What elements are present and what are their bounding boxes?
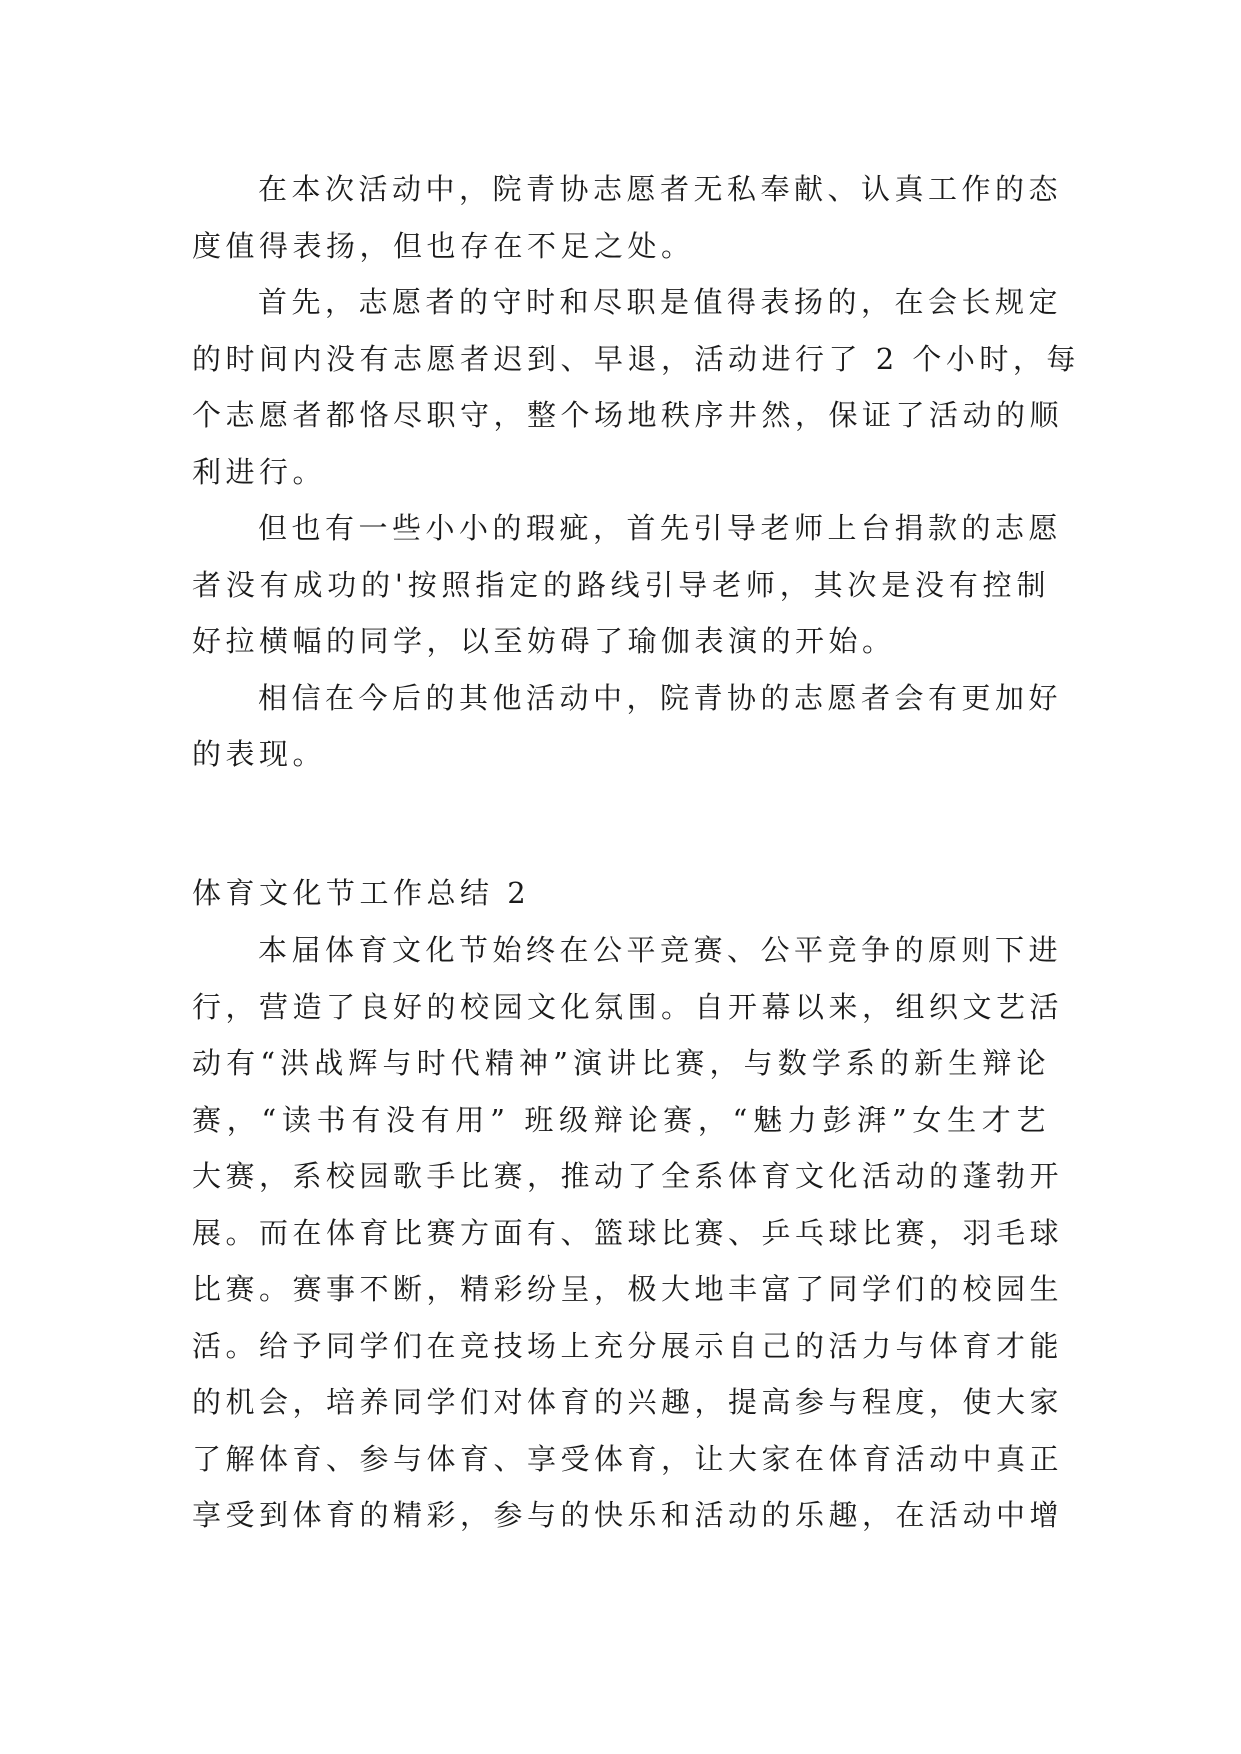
paragraph-line: 大赛，系校园歌手比赛，推动了全系体育文化活动的蓬勃开 bbox=[192, 1159, 1064, 1193]
paragraph-line: 利进行。 bbox=[192, 454, 327, 489]
paragraph-line: 好拉横幅的同学，以至妨碍了瑜伽表演的开始。 bbox=[192, 624, 896, 658]
paragraph-line: 在本次活动中，院青协志愿者无私奉献、认真工作的态 bbox=[258, 172, 1063, 206]
paragraph-line: 动有“洪战辉与时代精神”演讲比赛，与数学系的新生辩论 bbox=[192, 1046, 1050, 1080]
paragraph-line: 比赛。赛事不断，精彩纷呈，极大地丰富了同学们的校园生 bbox=[192, 1272, 1064, 1306]
paragraph-line: 了解体育、参与体育、享受体育，让大家在体育活动中真正 bbox=[192, 1441, 1064, 1476]
paragraph-line: 但也有一些小小的瑕疵，首先引导老师上台捐款的志愿 bbox=[258, 511, 1063, 545]
paragraph-line: 行，营造了良好的校园文化氛围。自开幕以来，组织文艺活 bbox=[192, 989, 1064, 1024]
section-volunteer-summary bbox=[192, 161, 1080, 783]
section-sports-festival-summary bbox=[192, 922, 1064, 1544]
paragraph-line: 者没有成功的'按照指定的路线引导老师，其次是没有控制 bbox=[192, 567, 1050, 602]
paragraph-line: 展。而在体育比赛方面有、篮球比赛、乒乓球比赛，羽毛球 bbox=[192, 1215, 1064, 1250]
paragraph-line: 度值得表扬，但也存在不足之处。 bbox=[192, 228, 695, 263]
paragraph-line: 个志愿者都恪尽职守，整个场地秩序井然，保证了活动的顺 bbox=[192, 398, 1064, 432]
paragraph-line: 首先，志愿者的守时和尽职是值得表扬的，在会长规定 bbox=[258, 285, 1063, 319]
paragraph-line: 活。给予同学们在竞技场上充分展示自己的活力与体育才能 bbox=[192, 1328, 1064, 1363]
paragraph-line: 享受到体育的精彩，参与的快乐和活动的乐趣，在活动中增 bbox=[192, 1498, 1064, 1532]
paragraph-line: 的机会，培养同学们对体育的兴趣，提高参与程度，使大家 bbox=[192, 1385, 1064, 1419]
paragraph-line: 相信在今后的其他活动中，院青协的志愿者会有更加好 bbox=[258, 680, 1063, 715]
paragraph-line: 的表现。 bbox=[192, 737, 327, 771]
section-heading: 体育文化节工作总结 2 bbox=[192, 876, 531, 910]
paragraph-line: 本届体育文化节始终在公平竞赛、公平竞争的原则下进 bbox=[258, 933, 1063, 967]
paragraph-line: 的时间内没有志愿者迟到、早退，活动进行了 2 个小时，每 bbox=[192, 341, 1080, 376]
paragraph-line: 赛，“读书有没有用” 班级辩论赛，“魅力彭湃”女生才艺 bbox=[192, 1102, 1050, 1137]
